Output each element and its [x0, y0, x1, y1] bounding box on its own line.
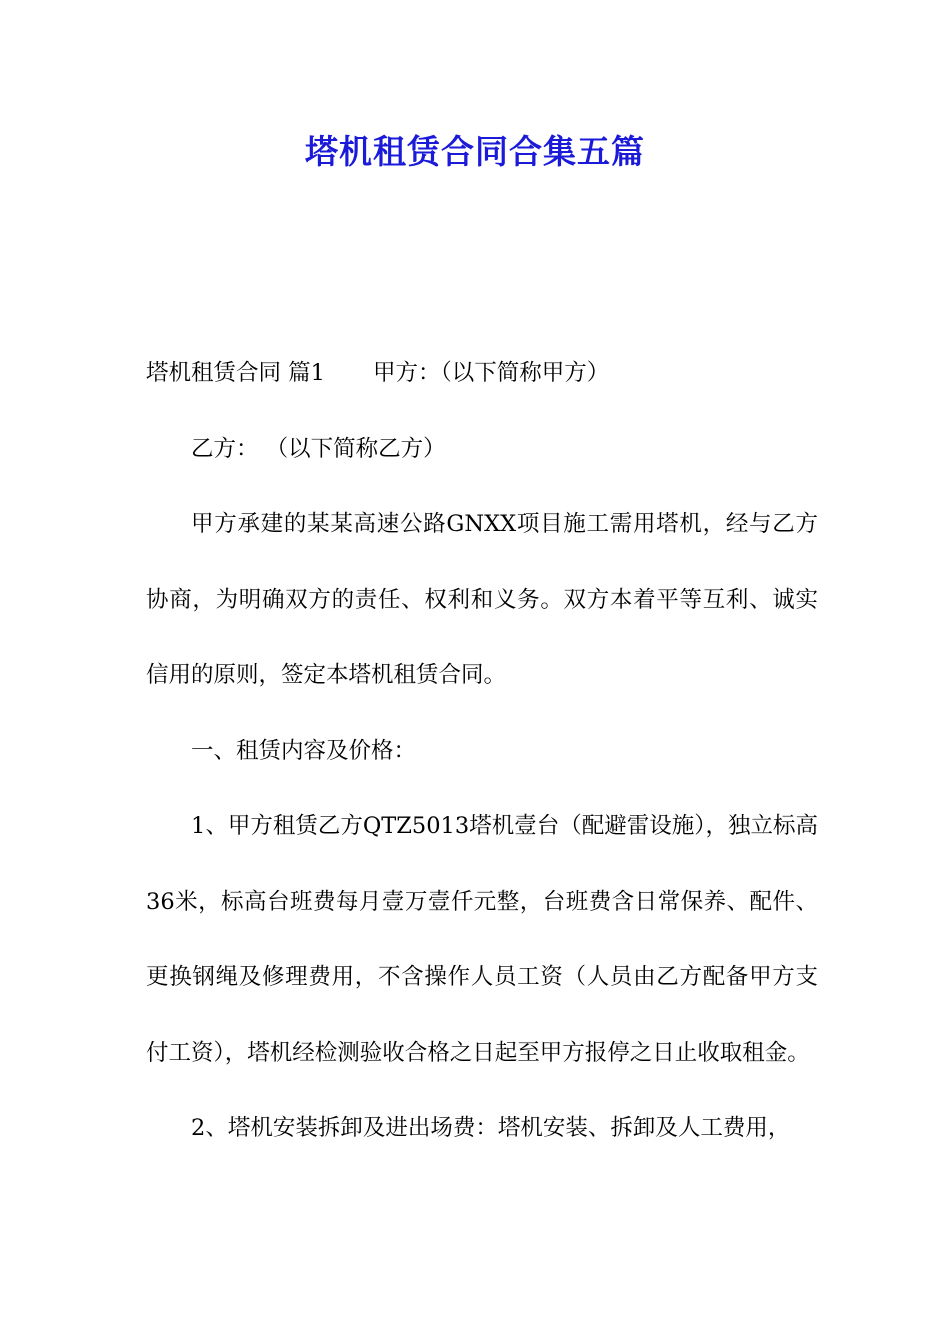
clause-1: 1、甲方租赁乙方QTZ5013塔机壹台（配避雷设施），独立标高36米，标高台班费每月壹万壹仟元整，台班费含日常保养、配件、更换钢绳及修理费用，不含操作人员工资（人员由乙方配备甲方支付工资），塔机经检测验收合格之日起至甲方报停之日止收取租金。 — [146, 813, 818, 1066]
party-b-line: 乙方： （以下简称乙方） — [191, 435, 446, 462]
document-title: 塔机租赁合同合集五篇 — [305, 132, 645, 171]
section-heading-1: 一、租赁内容及价格： — [191, 737, 417, 764]
part-label: 塔机租赁合同 篇1 — [146, 360, 325, 386]
document-body — [146, 336, 818, 1167]
heading-line — [146, 336, 818, 412]
intro-paragraph: 甲方承建的某某高速公路GNXX项目施工需用塔机，经与乙方协商，为明确双方的责任、权利和义务。双方本着平等互利、诚实信用的原则，签定本塔机租赁合同。 — [146, 511, 818, 688]
party-a-line: 甲方：（以下简称甲方） — [372, 360, 610, 386]
clause-2: 2、塔机安装拆卸及进出场费：塔机安装、拆卸及人工费用， — [191, 1115, 791, 1141]
